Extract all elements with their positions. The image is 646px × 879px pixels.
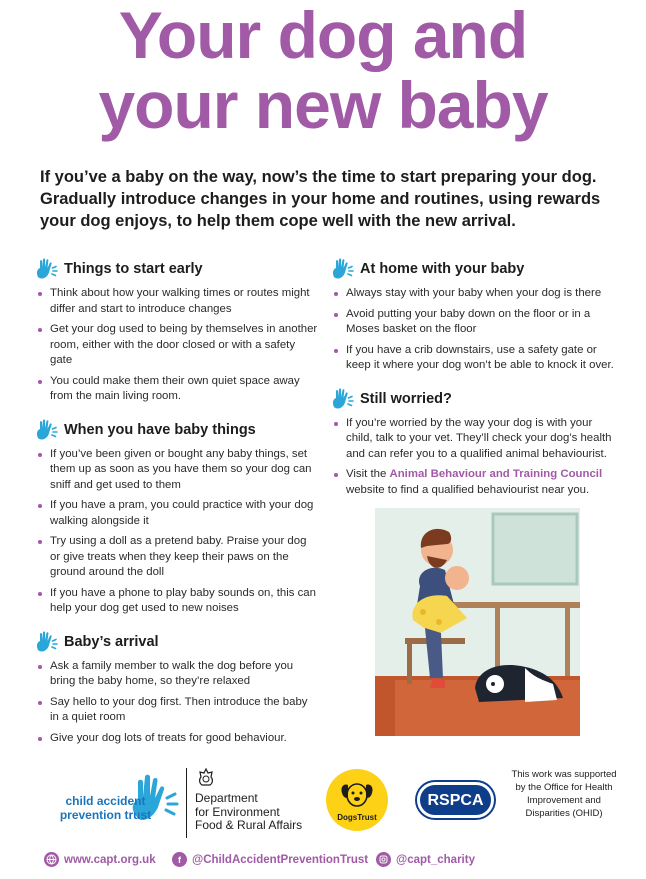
section-babys-arrival xyxy=(34,629,319,747)
list-item: Avoid putting your baby down on the floor or in a Moses basket on the floor xyxy=(334,307,615,338)
facebook-text: @ChildAccidentPreventionTrust xyxy=(192,853,369,866)
left-column xyxy=(34,256,319,758)
instagram-icon xyxy=(376,852,391,867)
section-title: Still worried? xyxy=(360,390,452,407)
list-item: Always stay with your baby when your dog is there xyxy=(334,286,615,302)
footer-contacts xyxy=(0,852,646,872)
list-item-text: website to find a qualified behaviourist near you. xyxy=(346,483,590,496)
list-item: Think about how your walking times or routes might differ and start to introduce changes xyxy=(38,286,319,317)
page-title-line-2: your new baby xyxy=(98,68,548,142)
capt-name xyxy=(38,794,173,822)
list-item xyxy=(334,467,615,498)
right-column xyxy=(330,256,615,510)
bullet-list xyxy=(330,416,615,499)
section-title: Things to start early xyxy=(64,261,203,277)
waving-hand-icon xyxy=(330,387,356,411)
section-title: Baby’s arrival xyxy=(64,633,159,650)
defra-line-3: Food & Rural Affairs xyxy=(195,818,303,832)
list-item: Say hello to your dog first. Then introduce the baby in a quiet room xyxy=(38,695,319,726)
defra-line-1: Department xyxy=(195,791,258,805)
intro-paragraph: If you’ve a baby on the way, now’s the time to start preparing your dog. Gradually introduce changes in your home and routines, using rewards your dog enjoys, to help them cope well with the new arrival. xyxy=(40,168,601,230)
facebook-link[interactable] xyxy=(172,852,368,867)
section-things-to-start-early xyxy=(34,256,319,405)
section-at-home xyxy=(330,256,615,374)
website-text: www.capt.org.uk xyxy=(64,853,156,866)
website-link[interactable] xyxy=(44,852,156,867)
ohid-support-note: This work was supported by the Office for Health Improvement and Disparities (OHID) xyxy=(511,769,617,819)
bullet-list xyxy=(34,447,319,617)
instagram-link[interactable] xyxy=(376,852,475,867)
page-title-line-1: Your dog and xyxy=(118,0,528,72)
capt-line-2: prevention trust xyxy=(59,808,152,822)
list-item: If you have a phone to play baby sounds on, this can help your dog get used to new noises xyxy=(38,586,319,617)
abtc-link[interactable]: Animal Behaviour and Training Council xyxy=(389,468,603,480)
list-item-text: Visit the xyxy=(346,468,390,480)
section-title: At home with your baby xyxy=(360,261,525,277)
dogs-trust-label: DogsTrust xyxy=(337,813,377,822)
waving-hand-icon xyxy=(330,257,356,281)
capt-logo xyxy=(38,772,178,842)
section-header xyxy=(34,629,319,655)
royal-crest-icon xyxy=(195,768,217,788)
section-baby-things xyxy=(34,417,319,617)
rspca-label: RSPCA xyxy=(427,792,484,809)
list-item: Ask a family member to walk the dog before you bring the baby home, so they’re relaxed xyxy=(38,659,319,690)
section-header xyxy=(34,417,319,443)
section-header xyxy=(34,256,319,282)
instagram-text: @capt_charity xyxy=(396,853,475,866)
capt-line-1: child accident xyxy=(65,794,146,808)
waving-hand-icon xyxy=(34,418,60,442)
list-item: If you have a pram, you could practice with your dog walking alongside it xyxy=(38,498,319,529)
bullet-list xyxy=(330,286,615,374)
list-item: If you have a crib downstairs, use a safety gate or keep it where your dog won’t be able to knock it over. xyxy=(334,343,615,374)
list-item: Get your dog used to being by themselves in another room, either with the door closed or with a safety gate xyxy=(38,322,319,369)
defra-line-2: for Environment xyxy=(195,804,280,819)
parent-baby-dog-illustration xyxy=(375,508,580,736)
list-item: If you’ve been given or bought any baby things, set them up as soon as you have them so your dog can sniff and get used to them xyxy=(38,447,319,494)
waving-hand-icon xyxy=(34,257,60,281)
facebook-icon: f xyxy=(172,852,187,867)
partner-logos xyxy=(0,760,646,840)
section-still-worried xyxy=(330,386,615,499)
list-item: Give your dog lots of treats for good behaviour. xyxy=(38,731,319,747)
section-header xyxy=(330,256,615,282)
waving-hand-icon xyxy=(34,630,60,654)
section-title: When you have baby things xyxy=(64,421,256,438)
bullet-list xyxy=(34,286,319,405)
bullet-list xyxy=(34,659,319,747)
section-header xyxy=(330,386,615,412)
rspca-logo xyxy=(417,782,494,818)
dogs-trust-logo xyxy=(326,769,388,831)
list-item: Try using a doll as a pretend baby. Praise your dog or give treats when they keep their paws on the ground around the doll xyxy=(38,534,319,581)
list-item: You could make them their own quiet space away from the main living room. xyxy=(38,374,319,405)
globe-icon xyxy=(44,852,59,867)
defra-logo xyxy=(186,768,316,838)
list-item: If you’re worried by the way your dog is with your child, talk to your vet. They’ll check your dog’s health and can refer you to a qualified animal behaviourist. xyxy=(334,416,615,463)
